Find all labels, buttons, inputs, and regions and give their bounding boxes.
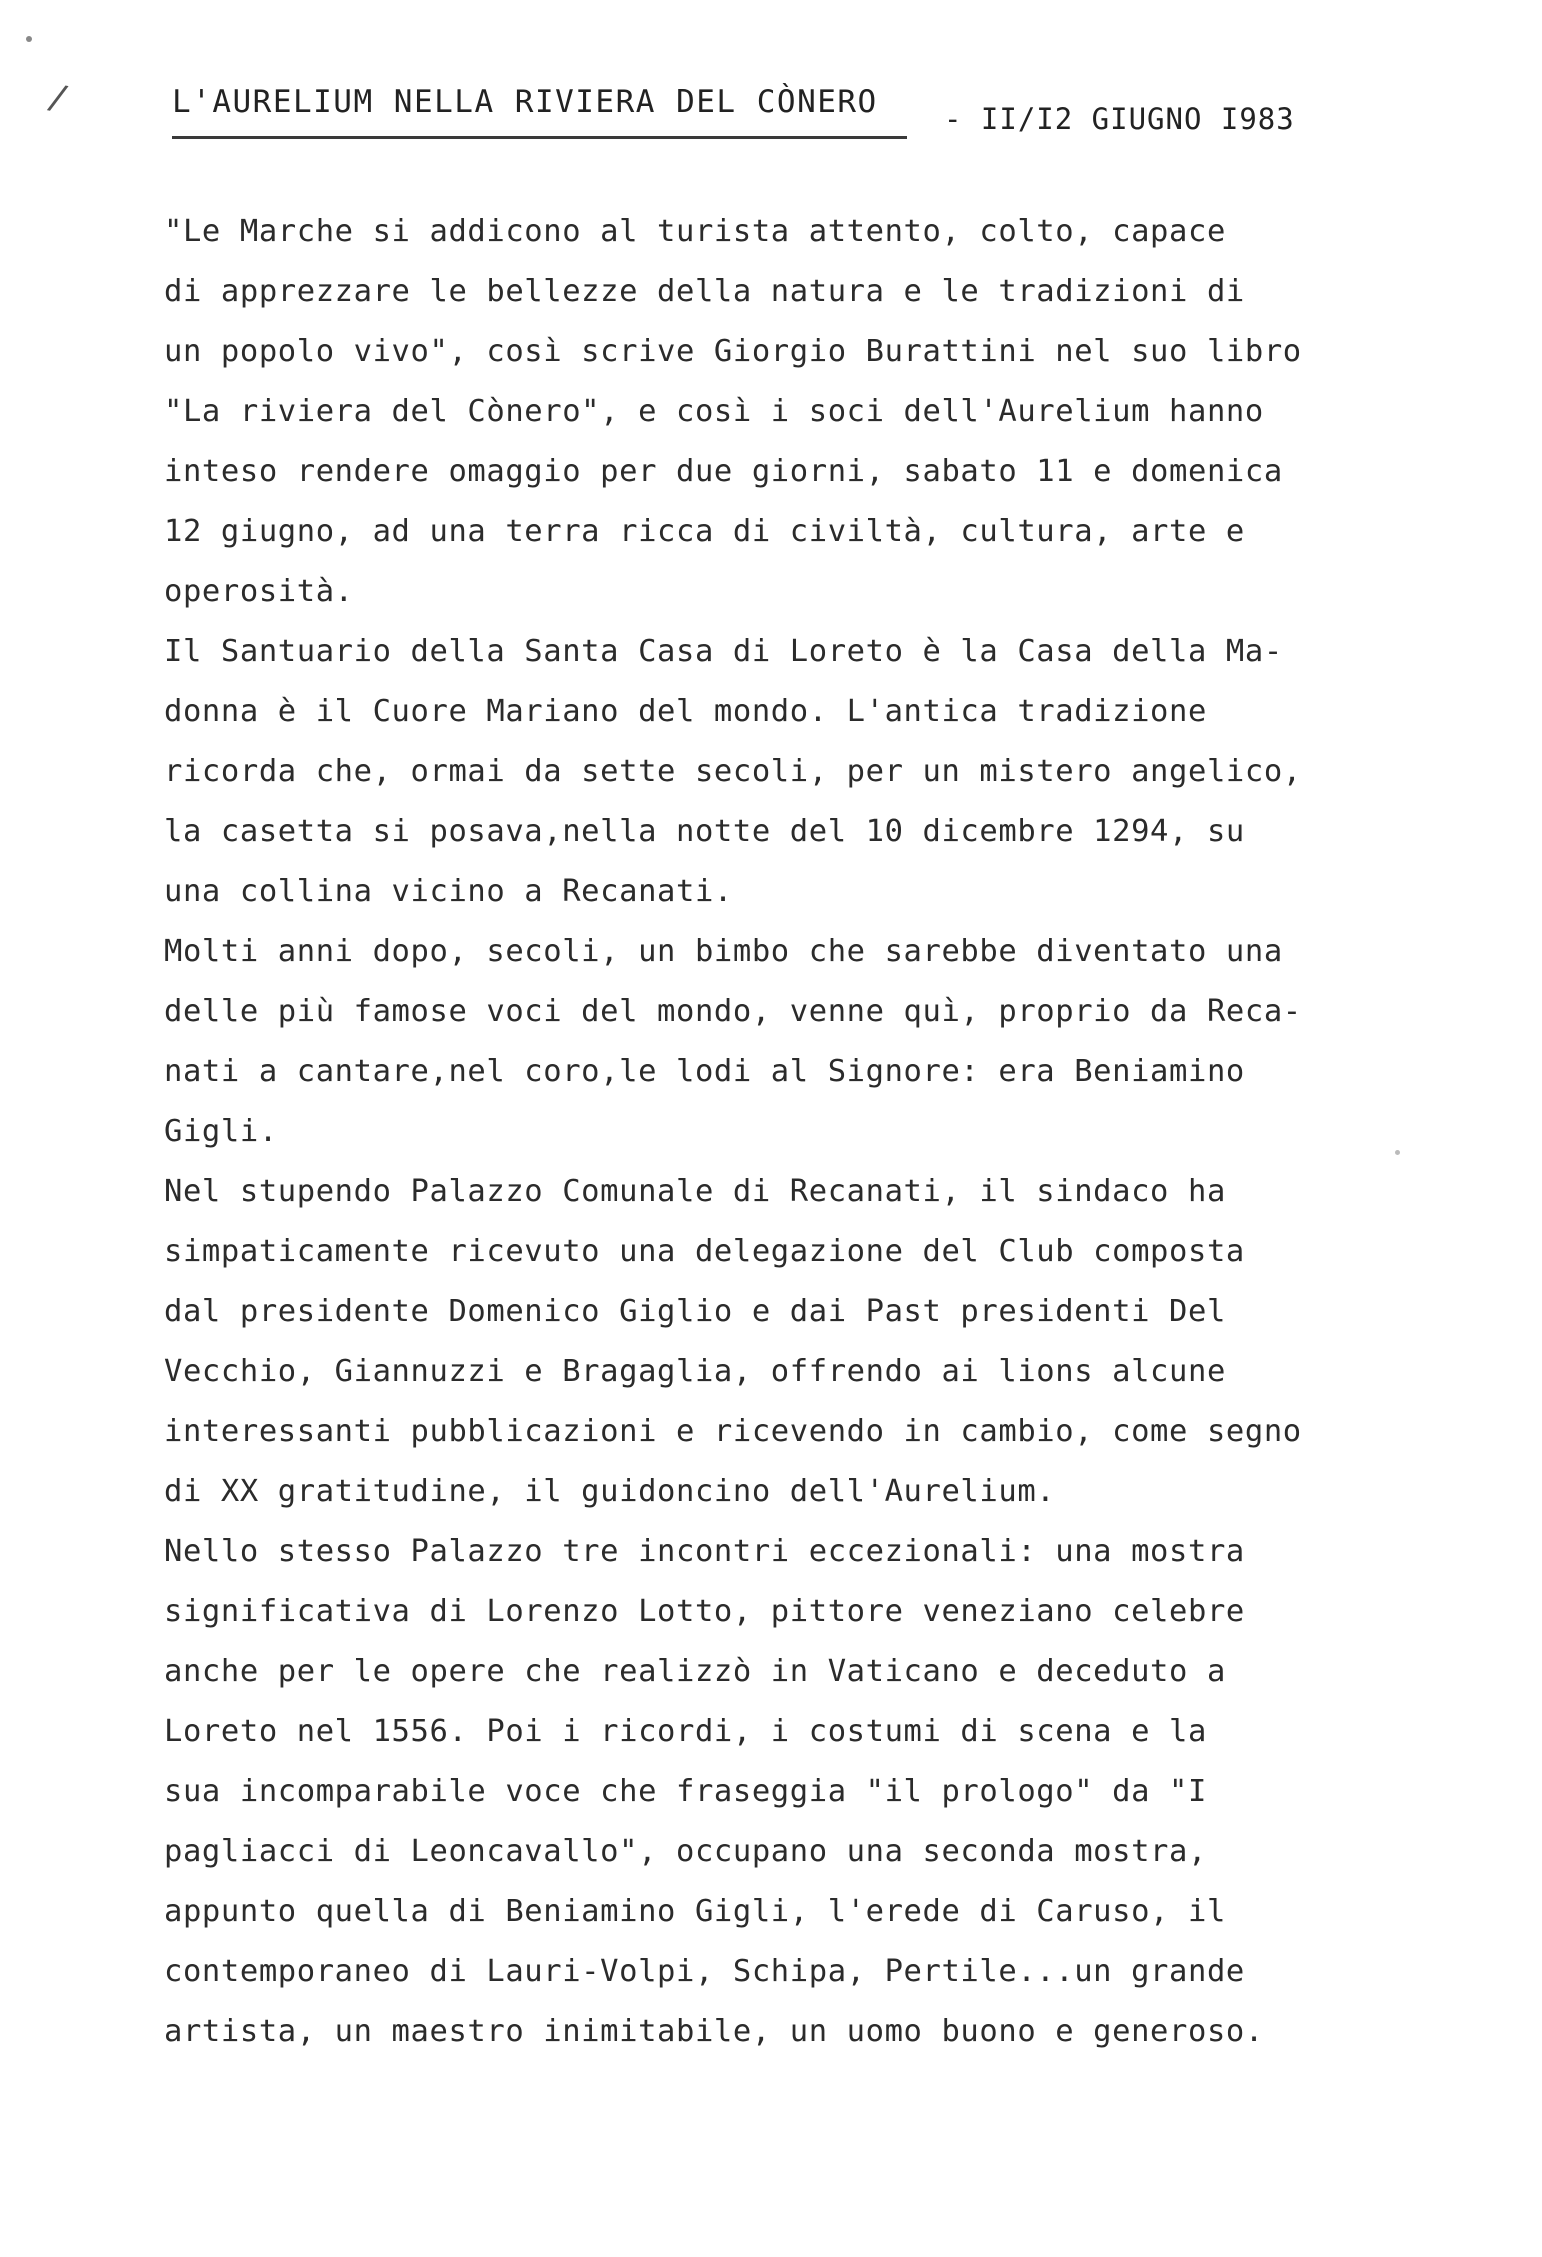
article-body	[164, 202, 1454, 2062]
text-line: "La riviera del Cònero", e così i soci dell'Aurelium hanno	[164, 394, 1264, 429]
text-line: la casetta si posava,nella notte del 10 dicembre 1294, su	[164, 814, 1245, 849]
text-line: operosità.	[164, 574, 354, 609]
text-line: delle più famose voci del mondo, venne quì, proprio da Reca-	[164, 994, 1302, 1029]
page-title: L'AURELIUM NELLA RIVIERA DEL CÒNERO	[172, 84, 878, 120]
text-line: Loreto nel 1556. Poi i ricordi, i costumi di scena e la	[164, 1714, 1207, 1749]
text-line: appunto quella di Beniamino Gigli, l'erede di Caruso, il	[164, 1894, 1226, 1929]
text-line: 12 giugno, ad una terra ricca di civiltà, cultura, arte e	[164, 514, 1245, 549]
text-line: Vecchio, Giannuzzi e Bragaglia, offrendo ai lions alcune	[164, 1354, 1226, 1389]
text-line: artista, un maestro inimitabile, un uomo buono e generoso.	[164, 2014, 1264, 2049]
text-line: ricorda che, ormai da sette secoli, per un mistero angelico,	[164, 754, 1302, 789]
text-line: un popolo vivo", così scrive Giorgio Burattini nel suo libro	[164, 334, 1302, 369]
text-line: pagliacci di Leoncavallo", occupano una seconda mostra,	[164, 1834, 1207, 1869]
text-line: simpaticamente ricevuto una delegazione del Club composta	[164, 1234, 1245, 1269]
text-line: sua incomparabile voce che fraseggia "il prologo" da "I	[164, 1774, 1207, 1809]
margin-pencil-mark: /	[44, 76, 73, 120]
text-line: una collina vicino a Recanati.	[164, 874, 733, 909]
text-line: inteso rendere omaggio per due giorni, sabato 11 e domenica	[164, 454, 1283, 489]
text-line: significativa di Lorenzo Lotto, pittore veneziano celebre	[164, 1594, 1245, 1629]
text-line: Molti anni dopo, secoli, un bimbo che sarebbe diventato una	[164, 934, 1283, 969]
text-line: Nel stupendo Palazzo Comunale di Recanati, il sindaco ha	[164, 1174, 1226, 1209]
title-underline	[172, 136, 907, 139]
text-line: contemporaneo di Lauri-Volpi, Schipa, Pertile...un grande	[164, 1954, 1245, 1989]
text-line: Gigli.	[164, 1114, 278, 1149]
text-line: interessanti pubblicazioni e ricevendo in cambio, come segno	[164, 1414, 1302, 1449]
text-line: donna è il Cuore Mariano del mondo. L'antica tradizione	[164, 694, 1207, 729]
event-date: - II/I2 GIUGNO I983	[944, 102, 1295, 136]
text-line: Il Santuario della Santa Casa di Loreto è la Casa della Ma-	[164, 634, 1283, 669]
paper-speck	[26, 36, 32, 42]
text-line: dal presidente Domenico Giglio e dai Past presidenti Del	[164, 1294, 1226, 1329]
text-line: di XX gratitudine, il guidoncino dell'Aurelium.	[164, 1474, 1056, 1509]
text-line: "Le Marche si addicono al turista attento, colto, capace	[164, 214, 1226, 249]
text-line: nati a cantare,nel coro,le lodi al Signore: era Beniamino	[164, 1054, 1245, 1089]
page-header	[172, 84, 1372, 154]
text-line: anche per le opere che realizzò in Vaticano e deceduto a	[164, 1654, 1226, 1689]
text-line: Nello stesso Palazzo tre incontri eccezionali: una mostra	[164, 1534, 1245, 1569]
text-line: di apprezzare le bellezze della natura e le tradizioni di	[164, 274, 1245, 309]
